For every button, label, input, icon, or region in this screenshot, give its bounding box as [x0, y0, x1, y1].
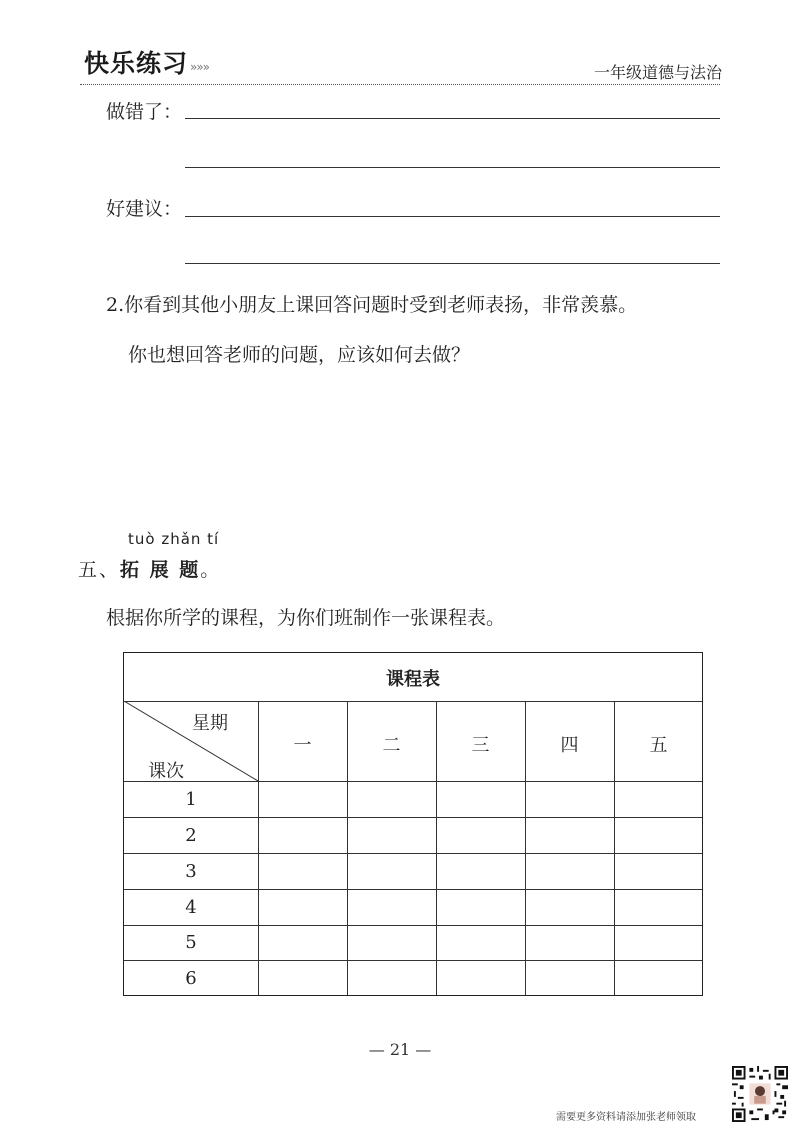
timetable: [123, 652, 703, 996]
day-header: 五: [649, 735, 668, 756]
question-2-line-1: 2.你看到其他小朋友上课回答问题时受到老师表扬，非常羡慕。: [106, 294, 638, 316]
table-rule: [124, 817, 702, 818]
table-rule: [124, 960, 702, 961]
day-header: 二: [382, 735, 401, 756]
section-pinyin: tuò zhǎn tí: [128, 530, 220, 548]
table-rule: [124, 781, 702, 782]
header-subject: 一年级道德与法治: [593, 63, 722, 82]
day-header: 四: [560, 735, 579, 756]
period-number: 4: [185, 897, 197, 918]
qr-caption: 需要更多资料请添加张老师领取: [556, 1112, 696, 1123]
page-number: — 21 —: [368, 1040, 432, 1059]
period-number: 5: [185, 932, 197, 953]
table-rule: [124, 853, 702, 854]
timetable-title: 课程表: [386, 669, 440, 690]
header-divider: [80, 84, 720, 85]
period-number: 6: [185, 968, 197, 989]
answer-line[interactable]: [185, 118, 720, 119]
corner-diagonal: [124, 701, 258, 781]
answer-line[interactable]: [185, 216, 720, 217]
answer-line[interactable]: [185, 167, 720, 168]
period-number: 1: [185, 789, 197, 810]
question-2-line-2: 你也想回答老师的问题，应该如何去做？: [128, 344, 471, 366]
period-number: 3: [185, 861, 197, 882]
advice-label: 好建议：: [106, 198, 183, 220]
corner-weekday-label: 星期: [192, 713, 228, 734]
wrong-label: 做错了：: [106, 101, 183, 123]
corner-period-label: 课次: [148, 761, 184, 782]
table-rule: [124, 889, 702, 890]
section-heading: [78, 555, 221, 582]
answer-line[interactable]: [185, 263, 720, 264]
day-header: 一: [293, 735, 312, 756]
qr-code-icon[interactable]: [732, 1066, 788, 1122]
day-header: 三: [471, 735, 490, 756]
section-number: 五、: [78, 559, 121, 581]
section-instruction: 根据你所学的课程，为你们班制作一张课程表。: [106, 607, 506, 629]
header-title: 快乐练习: [84, 49, 189, 78]
chevron-right-icon: »»»: [190, 60, 210, 74]
section-end: 。: [200, 559, 222, 581]
section-title: 拓 展 题: [120, 559, 201, 581]
table-rule: [124, 925, 702, 926]
period-number: 2: [185, 825, 197, 846]
